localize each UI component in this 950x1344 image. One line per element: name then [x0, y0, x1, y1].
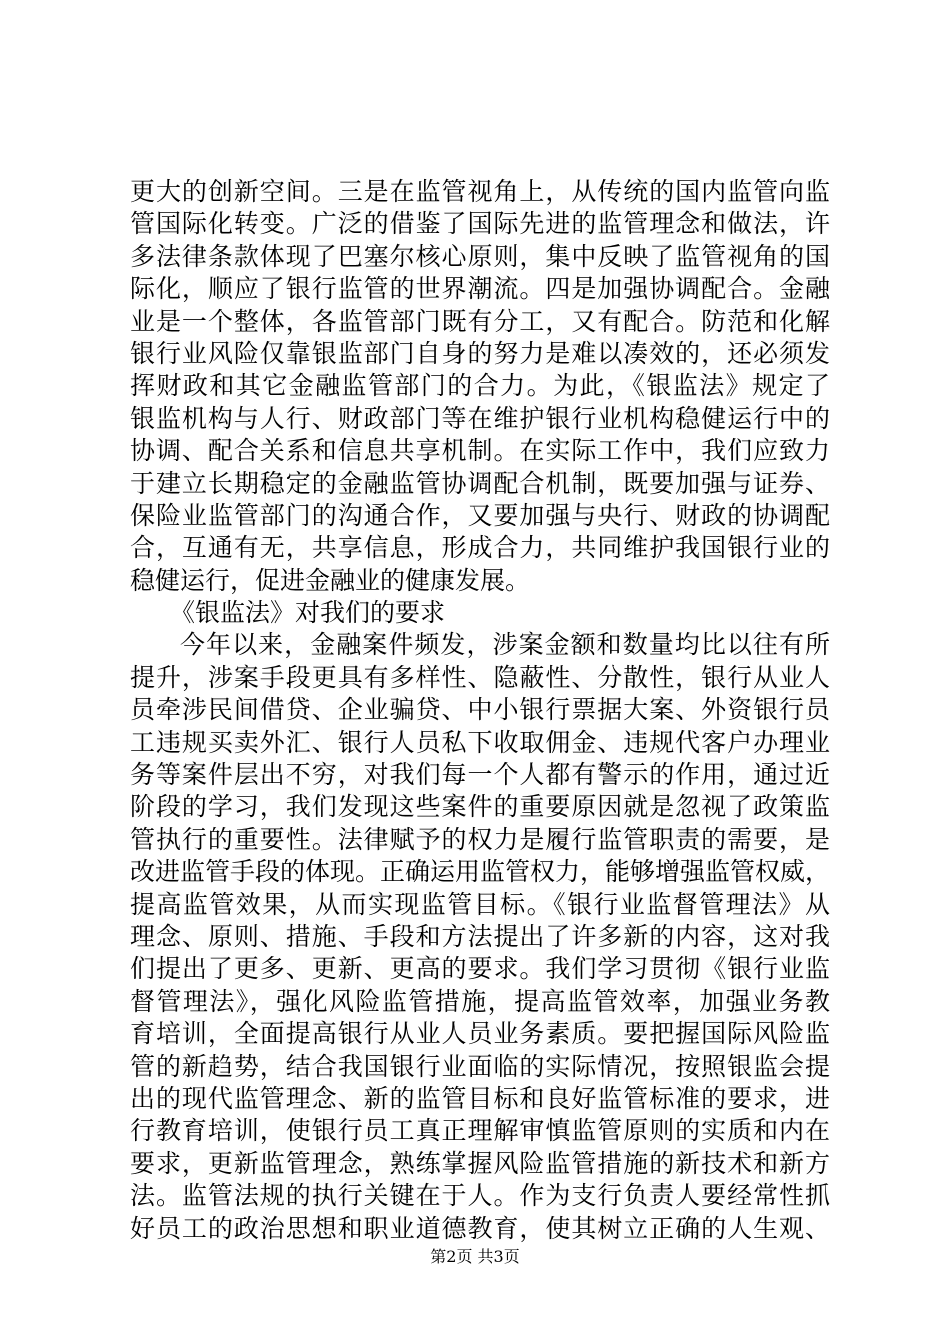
text-line: 更大的创新空间。三是在监管视角上，从传统的国内监管向监 [130, 177, 830, 206]
text-line: 提高监管效果，从而实现监管目标。《银行业监督管理法》从 [130, 889, 830, 919]
text-line: 要求，更新监管理念，熟练掌握风险监管措施的新技术和新方 [130, 1148, 830, 1178]
text-line: 稳健运行，促进金融业的健康发展。 [130, 565, 531, 595]
text-line: 今年以来，金融案件频发，涉案金额和数量均比以往有所 [180, 630, 830, 660]
text-line: 提升，涉案手段更具有多样性、隐蔽性、分散性，银行从业人 [130, 662, 830, 692]
text-line: 合，互通有无，共享信息，形成合力，共同维护我国银行业的 [130, 533, 830, 563]
text-line: 管的新趋势，结合我国银行业面临的实际情况，按照银监会提 [130, 1051, 830, 1081]
text-line: 银监机构与人行、财政部门等在维护银行业机构稳健运行中的 [130, 403, 830, 433]
text-line: 工违规买卖外汇、银行人员私下收取佣金、违规代客户办理业 [130, 727, 830, 757]
text-line: 保险业监管部门的沟通合作，又要加强与央行、财政的协调配 [130, 500, 830, 530]
text-line: 行教育培训，使银行员工真正理解审慎监管原则的实质和内在 [130, 1116, 830, 1146]
text-line: 际化，顺应了银行监管的世界潮流。四是加强协调配合。金融 [130, 274, 830, 304]
text-line: 员牵涉民间借贷、企业骗贷、中小银行票据大案、外资银行员 [130, 695, 830, 725]
text-line: 育培训，全面提高银行从业人员业务素质。要把握国际风险监 [130, 1019, 830, 1049]
text-line: 业是一个整体，各监管部门既有分工，又有配合。防范和化解 [130, 306, 830, 336]
text-line: 法。监管法规的执行关键在于人。作为支行负责人要经常性抓 [130, 1181, 830, 1211]
text-line: 理念、原则、措施、手段和方法提出了许多新的内容，这对我 [130, 921, 830, 951]
text-line: 多法律条款体现了巴塞尔核心原则，集中反映了监管视角的国 [130, 241, 830, 271]
text-line: 管执行的重要性。法律赋予的权力是履行监管职责的需要，是 [130, 824, 830, 854]
text-line: 出的现代监管理念、新的监管目标和良好监管标准的要求，进 [130, 1083, 830, 1113]
text-line: 挥财政和其它金融监管部门的合力。为此，《银监法》规定了 [130, 371, 830, 401]
text-line: 务等案件层出不穷，对我们每一个人都有警示的作用，通过近 [130, 760, 830, 790]
text-line: 于建立长期稳定的金融监管协调配合机制，既要加强与证券、 [130, 468, 830, 498]
text-line: 改进监管手段的体现。正确运用监管权力，能够增强监管权威， [130, 857, 830, 887]
text-line: 银行业风险仅靠银监部门自身的努力是难以凑效的，还必须发 [130, 338, 830, 368]
body-text [130, 176, 830, 1245]
page-number-footer: 第2页 共3页 [430, 1247, 520, 1266]
section-heading: 《银监法》对我们的要求 [170, 598, 446, 628]
text-line: 管国际化转变。广泛的借鉴了国际先进的监管理念和做法，许 [130, 209, 830, 239]
text-line: 好员工的政治思想和职业道德教育，使其树立正确的人生观、 [130, 1213, 830, 1243]
text-line: 们提出了更多、更新、更高的要求。我们学习贯彻《银行业监 [130, 954, 830, 984]
text-line: 阶段的学习，我们发现这些案件的重要原因就是忽视了政策监 [130, 792, 830, 822]
text-line: 督管理法》，强化风险监管措施，提高监管效率，加强业务教 [130, 986, 830, 1016]
text-line: 协调、配合关系和信息共享机制。在实际工作中，我们应致力 [130, 436, 830, 466]
